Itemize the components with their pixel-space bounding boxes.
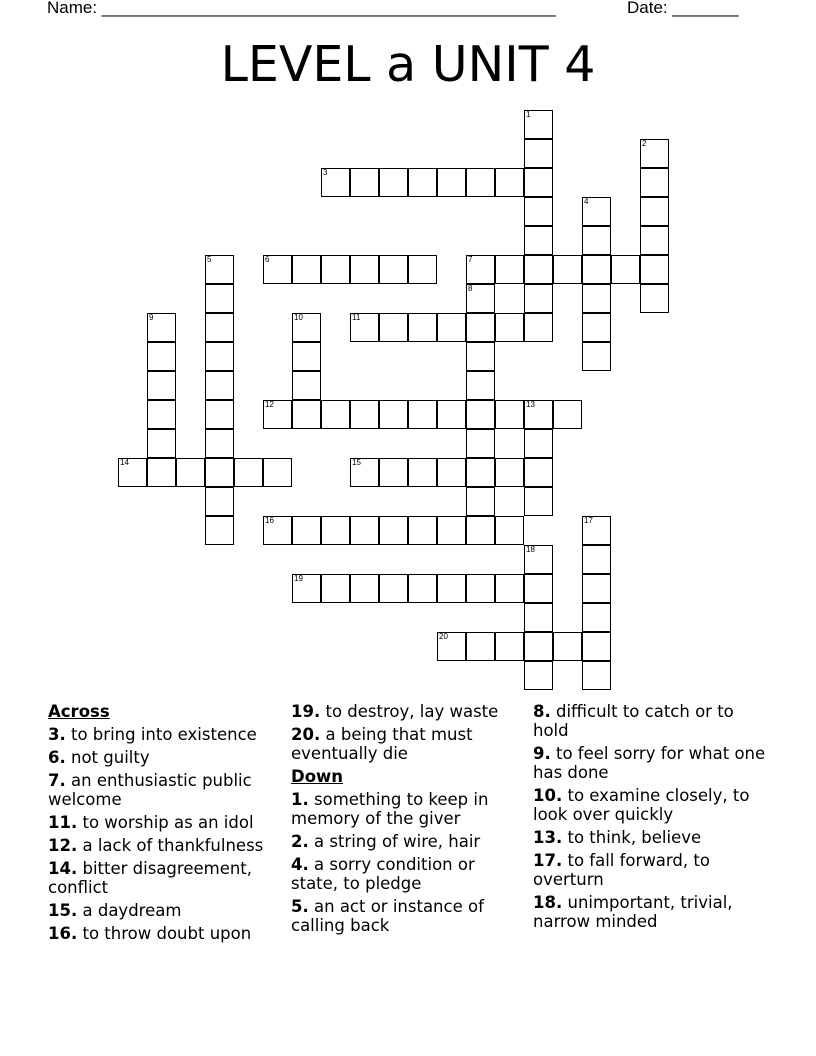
crossword-cell[interactable] — [437, 168, 466, 197]
clue-num: 18. — [533, 893, 563, 912]
crossword-cell[interactable] — [466, 400, 495, 429]
crossword-cell[interactable] — [466, 371, 495, 400]
crossword-cell[interactable] — [524, 313, 553, 342]
across-clue — [48, 924, 283, 943]
crossword-cell[interactable] — [379, 574, 408, 603]
crossword-cell[interactable] — [292, 574, 321, 603]
crossword-cell[interactable] — [147, 458, 176, 487]
crossword-cell[interactable] — [582, 342, 611, 371]
crossword-cell[interactable] — [582, 226, 611, 255]
crossword-cell[interactable] — [350, 168, 379, 197]
crossword-cell[interactable] — [205, 284, 234, 313]
crossword-cell[interactable] — [263, 400, 292, 429]
across-clue — [291, 725, 526, 763]
clue-num: 4. — [291, 855, 309, 874]
crossword-cell[interactable] — [495, 574, 524, 603]
clue-text: unimportant, trivial, narrow minded — [533, 893, 733, 931]
crossword-cell[interactable] — [582, 632, 611, 661]
crossword-cell[interactable] — [524, 226, 553, 255]
crossword-cell[interactable] — [466, 313, 495, 342]
crossword-cell[interactable] — [147, 342, 176, 371]
crossword-cell[interactable] — [147, 313, 176, 342]
crossword-cell[interactable] — [466, 632, 495, 661]
crossword-cell[interactable] — [524, 574, 553, 603]
crossword-cell[interactable] — [350, 313, 379, 342]
down-clue — [291, 832, 526, 851]
crossword-cell[interactable] — [495, 168, 524, 197]
crossword-cell[interactable] — [524, 255, 553, 284]
clue-column-2 — [291, 702, 526, 939]
crossword-cell[interactable] — [292, 400, 321, 429]
crossword-cell[interactable] — [408, 516, 437, 545]
crossword-cell[interactable] — [379, 400, 408, 429]
clue-number: 10 — [294, 313, 303, 322]
crossword-cell[interactable] — [524, 197, 553, 226]
clue-number: 11 — [352, 313, 361, 322]
crossword-cell[interactable] — [205, 487, 234, 516]
crossword-cell[interactable] — [553, 632, 582, 661]
clue-number: 13 — [526, 400, 535, 409]
crossword-cell[interactable] — [292, 342, 321, 371]
crossword-cell[interactable] — [437, 400, 466, 429]
crossword-cell[interactable] — [292, 516, 321, 545]
clue-text: to feel sorry for what one has done — [533, 744, 766, 782]
clue-number: 5 — [207, 255, 212, 264]
crossword-cell[interactable] — [408, 255, 437, 284]
clue-number: 19 — [294, 574, 303, 583]
crossword-cell[interactable] — [408, 458, 437, 487]
down-clue — [533, 828, 773, 847]
crossword-cell[interactable] — [640, 139, 669, 168]
crossword-cell[interactable] — [234, 458, 263, 487]
crossword-cell[interactable] — [379, 458, 408, 487]
clue-num: 1. — [291, 790, 309, 809]
crossword-cell[interactable] — [437, 313, 466, 342]
crossword-cell[interactable] — [466, 487, 495, 516]
crossword-cell[interactable] — [553, 255, 582, 284]
clue-number: 4 — [584, 197, 589, 206]
clue-num: 17. — [533, 851, 563, 870]
crossword-cell[interactable] — [466, 342, 495, 371]
crossword-cell[interactable] — [205, 313, 234, 342]
clue-number: 14 — [120, 458, 129, 467]
down-clue — [291, 897, 526, 935]
crossword-cell[interactable] — [350, 574, 379, 603]
crossword-cell[interactable] — [408, 168, 437, 197]
crossword-cell[interactable] — [437, 458, 466, 487]
crossword-cell[interactable] — [582, 284, 611, 313]
clue-number: 9 — [149, 313, 154, 322]
crossword-cell[interactable] — [147, 371, 176, 400]
crossword-cell[interactable] — [524, 545, 553, 574]
crossword-cell[interactable] — [553, 400, 582, 429]
clue-text: not guilty — [71, 748, 150, 767]
crossword-cell[interactable] — [147, 429, 176, 458]
crossword-cell[interactable] — [350, 400, 379, 429]
crossword-cell[interactable] — [524, 487, 553, 516]
clue-number: 20 — [439, 632, 448, 641]
crossword-cell[interactable] — [466, 255, 495, 284]
clue-num: 5. — [291, 897, 309, 916]
crossword-cell[interactable] — [582, 661, 611, 690]
crossword-cell[interactable] — [582, 574, 611, 603]
clue-text: a lack of thankfulness — [82, 836, 264, 855]
clue-number: 15 — [352, 458, 361, 467]
crossword-cell[interactable] — [176, 458, 205, 487]
date-field-label: Date: _______ — [627, 0, 739, 17]
crossword-cell[interactable] — [640, 255, 669, 284]
crossword-cell[interactable] — [495, 632, 524, 661]
down-clue — [291, 790, 526, 828]
clue-column-3 — [533, 702, 773, 935]
crossword-cell[interactable] — [640, 284, 669, 313]
clue-text: to think, believe — [567, 828, 702, 847]
crossword-cell[interactable] — [524, 632, 553, 661]
clue-number: 2 — [642, 139, 647, 148]
across-heading: Across — [48, 702, 110, 721]
crossword-cell[interactable] — [379, 168, 408, 197]
crossword-cell[interactable] — [437, 574, 466, 603]
down-heading: Down — [291, 767, 344, 786]
crossword-cell[interactable] — [205, 516, 234, 545]
across-clue — [48, 771, 283, 809]
down-clue — [533, 744, 773, 782]
crossword-cell[interactable] — [524, 661, 553, 690]
crossword-cell[interactable] — [582, 545, 611, 574]
crossword-cell[interactable] — [582, 313, 611, 342]
clue-num: 13. — [533, 828, 563, 847]
crossword-cell[interactable] — [524, 603, 553, 632]
crossword-cell[interactable] — [495, 458, 524, 487]
crossword-cell[interactable] — [321, 516, 350, 545]
crossword-cell[interactable] — [466, 168, 495, 197]
crossword-cell[interactable] — [582, 516, 611, 545]
crossword-cell[interactable] — [408, 400, 437, 429]
clue-text: to bring into existence — [71, 725, 257, 744]
clue-text: bitter disagreement, conflict — [48, 859, 253, 897]
down-clue — [533, 893, 773, 931]
crossword-cell[interactable] — [524, 284, 553, 313]
across-clue — [48, 748, 283, 767]
clue-num: 3. — [48, 725, 66, 744]
clue-text: difficult to catch or to hold — [533, 702, 734, 740]
clue-num: 6. — [48, 748, 66, 767]
crossword-cell[interactable] — [466, 284, 495, 313]
clue-num: 10. — [533, 786, 563, 805]
crossword-cell[interactable] — [379, 255, 408, 284]
across-clue — [48, 813, 283, 832]
clue-num: 14. — [48, 859, 78, 878]
crossword-cell[interactable] — [408, 313, 437, 342]
clue-column-1 — [48, 702, 283, 947]
across-clue — [48, 725, 283, 744]
crossword-cell[interactable] — [205, 255, 234, 284]
crossword-cell[interactable] — [640, 168, 669, 197]
crossword-cell[interactable] — [263, 516, 292, 545]
crossword-cell[interactable] — [379, 516, 408, 545]
clue-number: 8 — [468, 284, 473, 293]
clue-number: 6 — [265, 255, 270, 264]
crossword-cell[interactable] — [524, 168, 553, 197]
clue-num: 20. — [291, 725, 321, 744]
across-clue — [291, 702, 526, 721]
clue-num: 11. — [48, 813, 78, 832]
clue-text: a sorry condition or state, to pledge — [291, 855, 475, 893]
crossword-cell[interactable] — [524, 458, 553, 487]
clue-num: 7. — [48, 771, 66, 790]
clue-num: 16. — [48, 924, 78, 943]
name-field-label: Name: ________________________________________________ — [47, 0, 556, 17]
crossword-cell[interactable] — [640, 226, 669, 255]
crossword-cell[interactable] — [321, 255, 350, 284]
crossword-cell[interactable] — [466, 574, 495, 603]
crossword-cell[interactable] — [292, 313, 321, 342]
crossword-cell[interactable] — [263, 458, 292, 487]
crossword-cell[interactable] — [524, 139, 553, 168]
down-clue — [291, 855, 526, 893]
crossword-cell[interactable] — [582, 255, 611, 284]
crossword-cell[interactable] — [524, 110, 553, 139]
crossword-cell[interactable] — [437, 632, 466, 661]
clue-text: a daydream — [82, 901, 182, 920]
crossword-cell[interactable] — [350, 516, 379, 545]
crossword-cell[interactable] — [408, 574, 437, 603]
clue-text: a being that must eventually die — [291, 725, 473, 763]
clue-text: an act or instance of calling back — [291, 897, 484, 935]
clue-number: 3 — [323, 168, 328, 177]
clue-text: an enthusiastic public welcome — [48, 771, 252, 809]
clue-number: 16 — [265, 516, 274, 525]
crossword-cell[interactable] — [582, 197, 611, 226]
crossword-cell[interactable] — [524, 400, 553, 429]
crossword-cell[interactable] — [495, 516, 524, 545]
down-clue — [533, 702, 773, 740]
clue-num: 2. — [291, 832, 309, 851]
crossword-cell[interactable] — [611, 255, 640, 284]
crossword-cell[interactable] — [524, 429, 553, 458]
across-clue — [48, 836, 283, 855]
clue-number: 12 — [265, 400, 274, 409]
crossword-cell[interactable] — [118, 458, 147, 487]
down-clue — [533, 851, 773, 889]
crossword-cell[interactable] — [466, 458, 495, 487]
crossword-cell[interactable] — [321, 168, 350, 197]
clue-number: 17 — [584, 516, 593, 525]
crossword-cell[interactable] — [263, 255, 292, 284]
crossword-cell[interactable] — [495, 255, 524, 284]
crossword-cell[interactable] — [205, 400, 234, 429]
crossword-cell[interactable] — [437, 516, 466, 545]
clue-text: to worship as an idol — [82, 813, 254, 832]
crossword-cell[interactable] — [205, 371, 234, 400]
clue-text: to destroy, lay waste — [325, 702, 499, 721]
clue-number: 7 — [468, 255, 473, 264]
crossword-cell[interactable] — [495, 313, 524, 342]
crossword-cell[interactable] — [147, 400, 176, 429]
clue-text: a string of wire, hair — [314, 832, 481, 851]
clue-num: 9. — [533, 744, 551, 763]
crossword-cell[interactable] — [292, 371, 321, 400]
crossword-cell[interactable] — [321, 400, 350, 429]
clue-num: 15. — [48, 901, 78, 920]
crossword-cell[interactable] — [350, 458, 379, 487]
across-clue — [48, 859, 283, 897]
crossword-cell[interactable] — [205, 342, 234, 371]
clue-number: 18 — [526, 545, 535, 554]
clue-text: to fall forward, to overturn — [533, 851, 710, 889]
clue-text: to throw doubt upon — [82, 924, 252, 943]
crossword-cell[interactable] — [466, 516, 495, 545]
crossword-cell[interactable] — [466, 429, 495, 458]
crossword-cell[interactable] — [321, 574, 350, 603]
clue-num: 12. — [48, 836, 78, 855]
clue-num: 8. — [533, 702, 551, 721]
crossword-cell[interactable] — [495, 400, 524, 429]
crossword-cell[interactable] — [350, 255, 379, 284]
puzzle-title: LEVEL a UNIT 4 — [220, 36, 596, 93]
crossword-cell[interactable] — [582, 603, 611, 632]
crossword-cell[interactable] — [292, 255, 321, 284]
crossword-cell[interactable] — [379, 313, 408, 342]
crossword-cell[interactable] — [205, 458, 234, 487]
clue-text: to examine closely, to look over quickly — [533, 786, 750, 824]
clue-text: something to keep in memory of the giver — [291, 790, 489, 828]
across-clue — [48, 901, 283, 920]
crossword-cell[interactable] — [205, 429, 234, 458]
crossword-cell[interactable] — [640, 197, 669, 226]
clue-number: 1 — [526, 110, 531, 119]
down-clue — [533, 786, 773, 824]
clue-num: 19. — [291, 702, 321, 721]
